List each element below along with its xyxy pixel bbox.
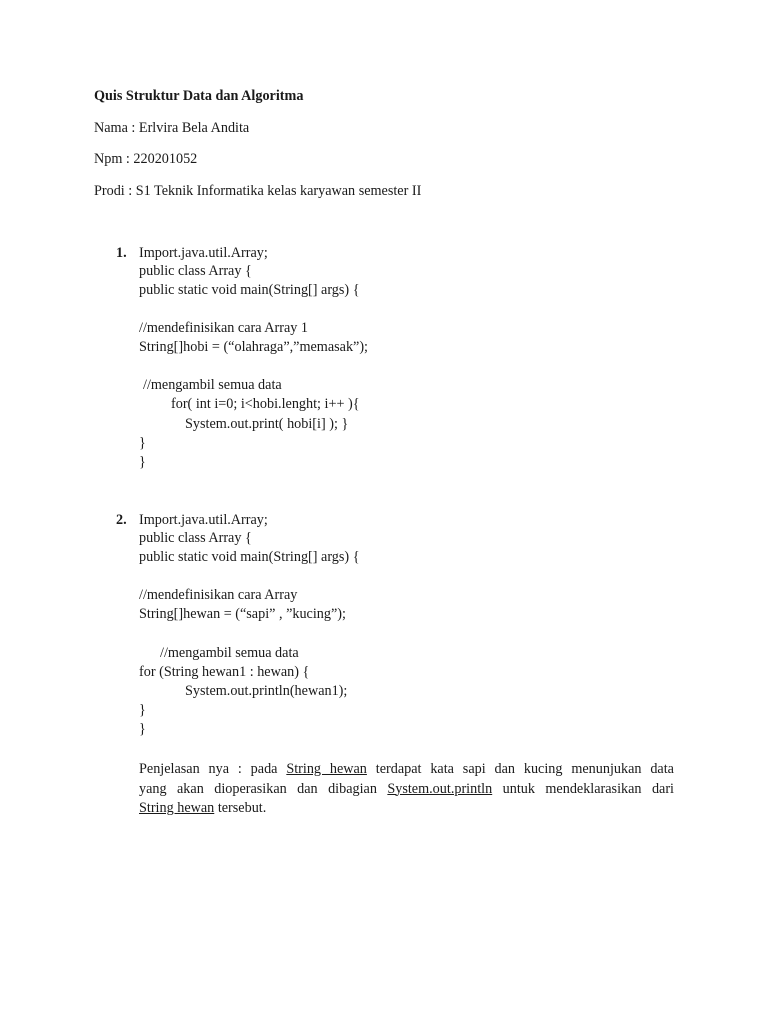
code-line: } <box>139 454 146 470</box>
explanation-text: tersebut. <box>214 800 267 816</box>
underlined-term: String hewan <box>286 761 367 777</box>
code-line: for( int i=0; i<hobi.lenght; i++ ){ <box>171 396 360 412</box>
code-line: Import.java.util.Array; <box>139 245 268 261</box>
student-npm: Npm : 220201052 <box>94 151 198 167</box>
explanation-row <box>139 780 674 800</box>
code-line: public static void main(String[] args) { <box>139 282 360 298</box>
code-line: Import.java.util.Array; <box>139 512 268 528</box>
code-comment: //mengambil semua data <box>160 645 299 661</box>
question-2-number: 2. <box>116 512 127 528</box>
explanation-row <box>139 799 674 819</box>
code-comment: //mengambil semua data <box>143 377 282 393</box>
student-name: Nama : Erlvira Bela Andita <box>94 120 250 136</box>
explanation-text: terdapat kata sapi dan kucing menunjukan data <box>366 761 674 777</box>
code-line: } <box>139 435 146 451</box>
student-prodi: Prodi : S1 Teknik Informatika kelas karyawan semester II <box>94 183 422 199</box>
code-comment: //mendefinisikan cara Array <box>139 587 298 603</box>
code-line: for (String hewan1 : hewan) { <box>139 664 310 680</box>
document-title: Quis Struktur Data dan Algoritma <box>94 88 304 104</box>
explanation-text: untuk mendeklarasikan dari <box>492 780 674 797</box>
code-line: String[]hobi = (“olahraga”,”memasak”); <box>139 339 368 355</box>
code-line: public class Array { <box>139 263 252 279</box>
underlined-term: String hewan <box>139 800 215 816</box>
code-comment: //mendefinisikan cara Array 1 <box>139 320 309 336</box>
explanation-row <box>139 760 674 780</box>
code-line: public static void main(String[] args) { <box>139 549 360 565</box>
code-line: String[]hewan = (“sapi” , ”kucing”); <box>139 606 346 622</box>
question-1-number: 1. <box>116 245 127 261</box>
code-line: public class Array { <box>139 530 252 546</box>
code-line: System.out.println(hewan1); <box>185 683 348 699</box>
code-line: System.out.print( hobi[i] ); } <box>185 416 349 432</box>
code-line: } <box>139 721 146 737</box>
explanation-text: Penjelasan nya : pada <box>139 761 287 777</box>
explanation-text: yang akan dioperasikan dan dibagian <box>139 780 388 797</box>
code-line: } <box>139 702 146 718</box>
underlined-term: System.out.println <box>387 780 493 797</box>
explanation-paragraph <box>139 760 674 819</box>
